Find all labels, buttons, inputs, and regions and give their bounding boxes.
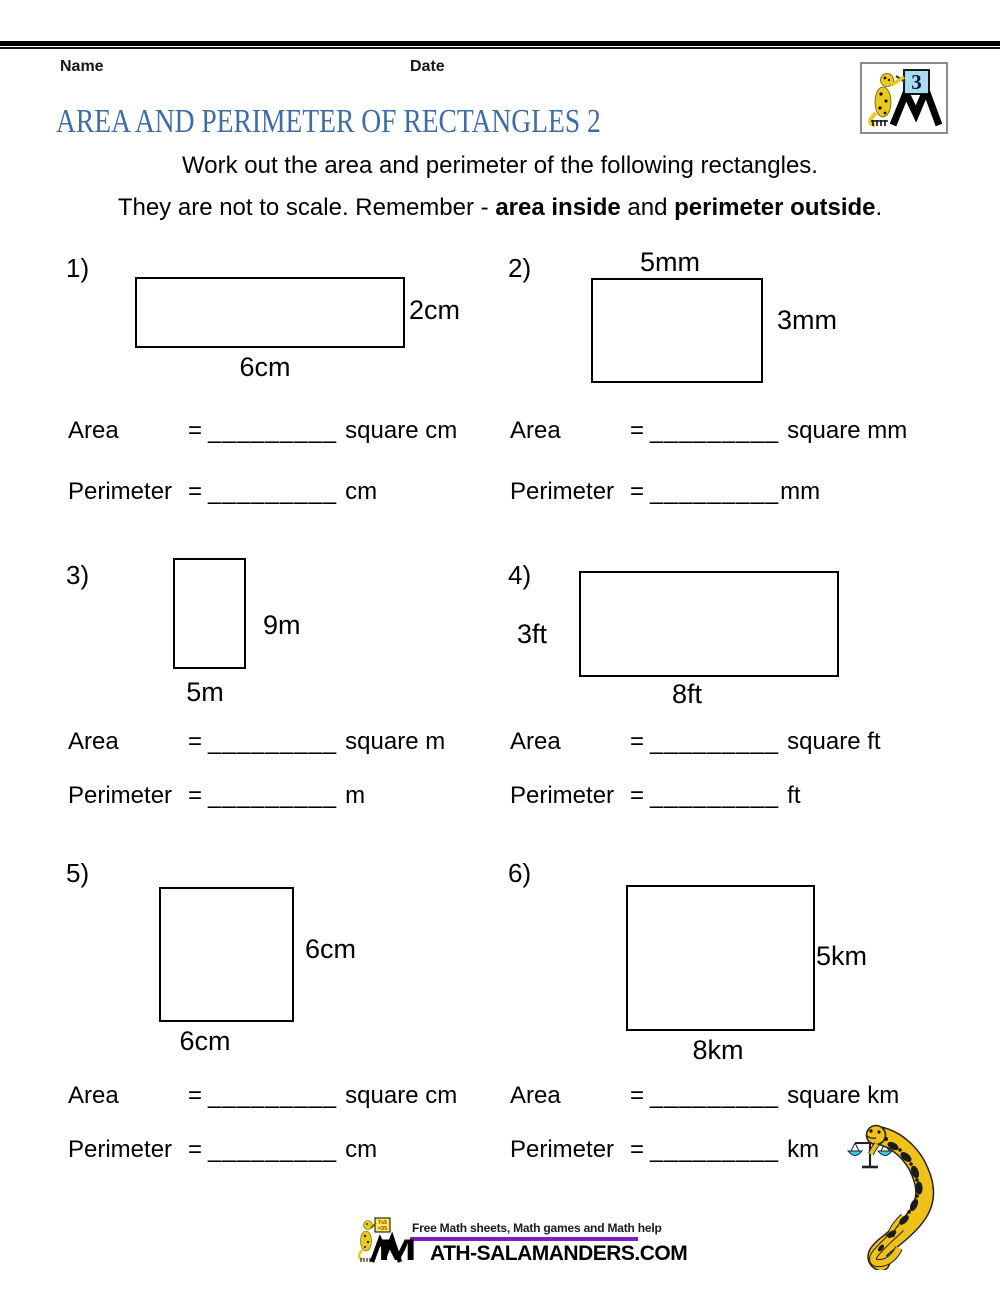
page-title: AREA AND PERIMETER OF RECTANGLES 2	[56, 103, 601, 140]
problem-3-rectangle	[173, 558, 246, 669]
instruction-bold-area-inside: area inside	[495, 194, 621, 221]
problem-6-perimeter-row	[510, 1135, 819, 1165]
header-rule	[0, 41, 1000, 49]
perimeter-label: Perimeter	[68, 782, 173, 809]
perimeter-unit: km	[787, 1136, 820, 1163]
problem-2-height-label: 3mm	[777, 305, 837, 335]
footer-salamander-head	[364, 1221, 373, 1230]
perimeter-label: Perimeter	[510, 782, 615, 809]
perimeter-label: Perimeter	[510, 478, 615, 505]
problem-3-width-label: 5m	[186, 677, 224, 707]
problem-3-perimeter-row	[68, 781, 365, 811]
logo-salamander-body	[875, 87, 891, 117]
instruction-text: .	[875, 194, 883, 221]
problem-1-perimeter-row	[68, 477, 377, 507]
area-unit: square m	[345, 728, 446, 755]
problem-4-rectangle	[579, 571, 839, 677]
area-answer-blank[interactable]: _________	[650, 1082, 780, 1109]
footer-salamander-body	[361, 1231, 372, 1251]
footer-tagline: Free Math sheets, Math games and Math help	[412, 1221, 662, 1235]
problem-1-width-label: 6cm	[239, 352, 291, 382]
equals-sign: =	[188, 728, 203, 755]
perimeter-answer-blank[interactable]: _________	[208, 478, 338, 505]
problem-5-perimeter-row	[68, 1135, 377, 1165]
problem-4-width-label: 8ft	[671, 679, 703, 709]
problem-6-rectangle	[626, 885, 815, 1031]
area-label: Area	[510, 1082, 561, 1109]
perimeter-answer-blank[interactable]: _________	[208, 782, 338, 809]
area-label: Area	[68, 417, 119, 444]
area-answer-blank[interactable]: _________	[208, 417, 338, 444]
area-answer-blank[interactable]: _________	[208, 1082, 338, 1109]
area-unit: square cm	[345, 1082, 458, 1109]
area-answer-blank[interactable]: _________	[650, 417, 780, 444]
instruction-bold-perimeter-outside: perimeter outside	[674, 194, 876, 221]
problem-6-area-row	[510, 1081, 899, 1111]
site-name-initial: M	[378, 1234, 417, 1267]
area-unit: square mm	[787, 417, 908, 444]
equals-sign: =	[188, 1136, 203, 1163]
area-unit: square km	[787, 1082, 900, 1109]
equals-sign: =	[188, 782, 203, 809]
problem-4-perimeter-row	[510, 781, 801, 811]
perimeter-label: Perimeter	[68, 478, 173, 505]
logo-salamander-feet	[871, 120, 888, 126]
logo-level-text: 3	[911, 70, 922, 94]
area-label: Area	[68, 1082, 119, 1109]
problem-6-width-label: 8km	[692, 1035, 744, 1065]
equals-sign: =	[188, 1082, 203, 1109]
perimeter-unit: cm	[345, 1136, 378, 1163]
date-label: Date	[410, 58, 445, 75]
perimeter-label: Perimeter	[68, 1136, 173, 1163]
perimeter-unit: ft	[787, 782, 801, 809]
problem-3-area-row	[68, 727, 445, 757]
perimeter-unit: cm	[345, 478, 378, 505]
instruction-line-2	[0, 193, 1000, 223]
instruction-line-1: Work out the area and perimeter of the following rectangles.	[182, 152, 818, 179]
perimeter-answer-blank[interactable]: _________	[650, 782, 780, 809]
salamander-with-scales-image	[843, 1122, 955, 1270]
site-name-text: ATH-SALAMANDERS.COM	[430, 1242, 688, 1265]
problem-2-rectangle	[591, 278, 763, 383]
problem-2-width-label: 5mm	[640, 247, 700, 277]
problem-5-height-label: 6cm	[305, 934, 357, 964]
math-salamanders-logo	[860, 62, 948, 134]
perimeter-answer-blank[interactable]: _________	[650, 478, 780, 505]
area-answer-blank[interactable]: _________	[208, 728, 338, 755]
problem-6-height-label: 5km	[816, 941, 868, 971]
problem-1-height-label: 2cm	[409, 295, 461, 325]
problem-2-number: 2)	[508, 253, 532, 283]
problem-3-height-label: 9m	[263, 610, 301, 640]
problem-3-number: 3)	[66, 560, 90, 590]
problem-1-number: 1)	[66, 253, 90, 283]
problem-4-height-label: 3ft	[517, 619, 548, 649]
problem-5-area-row	[68, 1081, 457, 1111]
area-answer-blank[interactable]: _________	[650, 728, 780, 755]
perimeter-unit: m	[345, 782, 366, 809]
logo-salamander-easel-icon	[862, 64, 942, 128]
equals-sign: =	[630, 417, 645, 444]
problem-4-number: 4)	[508, 560, 532, 590]
area-label: Area	[68, 728, 119, 755]
problem-5-width-label: 6cm	[179, 1026, 231, 1056]
equals-sign: =	[630, 728, 645, 755]
problem-5-rectangle	[159, 887, 294, 1022]
footer-board-text-bottom: =35	[377, 1226, 388, 1232]
instruction-text: They are not to scale. Remember -	[117, 194, 496, 221]
problem-6-number: 6)	[508, 858, 532, 888]
equals-sign: =	[630, 1136, 645, 1163]
footer-site-name	[378, 1236, 687, 1266]
footer-salamander-tail	[359, 1250, 363, 1259]
area-unit: square cm	[345, 417, 458, 444]
salamander-body	[867, 1126, 925, 1264]
instruction-text: and	[620, 194, 675, 221]
equals-sign: =	[630, 782, 645, 809]
salamander-scales-icon	[843, 1122, 955, 1270]
problem-4-area-row	[510, 727, 881, 757]
problem-1-area-row	[68, 416, 457, 446]
equals-sign: =	[188, 478, 203, 505]
perimeter-answer-blank[interactable]: _________	[208, 1136, 338, 1163]
logo-m-mark	[893, 90, 939, 125]
equals-sign: =	[630, 1082, 645, 1109]
problem-5-number: 5)	[66, 858, 90, 888]
equals-sign: =	[188, 417, 203, 444]
problem-2-area-row	[510, 416, 907, 446]
area-unit: square ft	[787, 728, 881, 755]
problem-1-rectangle	[135, 277, 405, 348]
problem-2-perimeter-row	[510, 477, 820, 507]
footer-board-text-top: 7x5	[377, 1220, 388, 1226]
equals-sign: =	[630, 478, 645, 505]
perimeter-unit: mm	[780, 478, 821, 505]
name-label: Name	[60, 58, 104, 75]
area-label: Area	[510, 728, 561, 755]
area-label: Area	[510, 417, 561, 444]
perimeter-answer-blank[interactable]: _________	[650, 1136, 780, 1163]
perimeter-label: Perimeter	[510, 1136, 615, 1163]
